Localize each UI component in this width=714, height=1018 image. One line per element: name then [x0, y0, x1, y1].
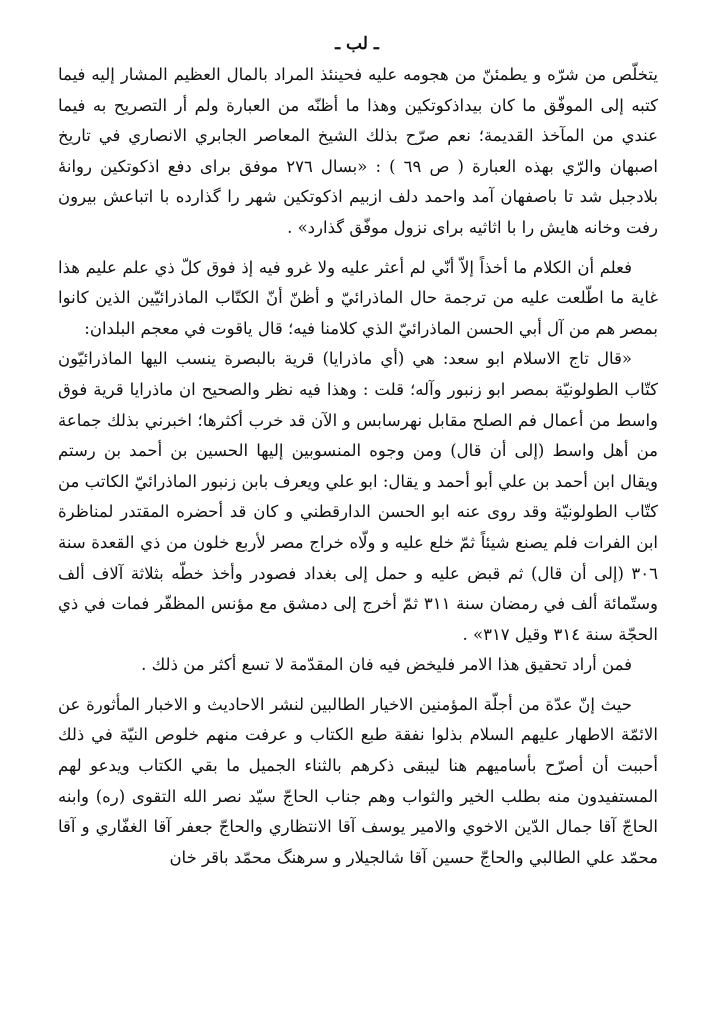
paragraph: حيث إنّ عدّة من أجلّة المؤمنين الاخيار الطالبين لنشر الاحاديث و الاخبار المأثورة عن الائمّة الاطهار عليهم السلام بذلوا نفقة طبع الكتاب و عرفت منهم خلوص النيّة في ذلك أحببت أن أصرّح بأساميهم هنا ليبقى ذكرهم بالثناء الجميل ما بقي الكتاب ويدعو لهم المستفيدون منه بطلب الخير والثواب وهم جناب الحاجّ سيّد نصر الله التقوى (ره) وابنه الحاجّ آقا جمال الدّين الاخوي والامير يوسف آقا الانتظاري والحاجّ جعفر آقا الغفّاري و آقا محمّد علي الطالبي والحاجّ حسين آقا شالجيلار و سرهنگ محمّد باقر خان	[58, 694, 658, 867]
paragraph: فمن أراد تحقيق هذا الامر فليخض فيه فان المقدّمة لا تسع أكثر من ذلك .	[141, 655, 632, 675]
paragraph: فعلم أن الكلام ما أخذاً إلاّ أنّي لم أعثر عليه ولا غرو فيه إذ فوق كلّ ذي علم عليم هذا غاية ما اطّلعت عليه من ترجمة حال الماذرائيّ و أظنّ أنّ الكتّاب الماذرائيّين الذين كانوا بمصر هم من آل أبي الحسن الماذرائيّ الذي كلامنا فيه؛ قال ياقوت في معجم البلدان:	[58, 257, 658, 338]
paragraph: يتخلّص من شرّه و يطمئنّ من هجومه عليه فحينئذ المراد بالمال العظيم المشار إليه فيما كتبه إلى الموفّق ما كان بيداذكوتكين وهذا ما أظنّه من العبارة ولم أر التصريح به فيما عندي من المآخذ القديمة؛ نعم صرّح بذلك الشيخ المعاصر الجابري الانصاري في تاريخ اصبهان والرّي بهذه العبارة ( ص ٦٩ ) : «بسال ٢٧٦ موفق براى دفع اذكوتكين روانهٔ بلادجبل شد تا باصفهان آمد واحمد دلف ازبيم اذكوتكين شهر را گذارده با اتباعش بيرون رفت وخانه هايش را با اثاثيه براى نزول موفّق گذارد» .	[58, 65, 658, 237]
page-number: ـ لب ـ	[335, 34, 379, 54]
quotation-paragraph: «قال تاج الاسلام ابو سعد: هي (أي ماذرايا) قرية بالبصرة ينسب اليها الماذرائيّون كتّاب الطولونيّة بمصر ابو زنبور وآله؛ قلت : وهذا فيه نظر والصحيح ان ماذرايا قرية فوق واسط من أعمال فم الصلح مقابل نهرسابس و الآن قد خرب أكثرها؛ اخبرني بذلك جماعة من أهل واسط (إلى أن قال) ومن وجوه المنسوبين إليها الحسين بن أحمد بن رستم ويقال ابن أحمد بن علي أبو أحمد و يقال: ابو علي ويعرف بابن زنبور الماذرائيّ الكاتب من كتّاب الطولونيّة وقد روى عنه ابو الحسن الدارقطني و كان قد أحضره المقتدر لمناظرة ابن الفرات فلم يصنع شيئاً ثمّ خلع عليه و ولّاه خراج مصر لأربع خلون من ذي القعدة سنة ٣٠٦ (إلى أن قال) ثم قبض عليه و حمل إلى بغداد فصودر وأخذ خطّه بثلاثة آلاف ألف وستّمائة ألف في رمضان سنة ٣١١ ثمّ أخرج إلى دمشق مع مؤنس المظفّر فمات في ذي الحجّة سنة ٣١٤ وقيل ٣١٧» .	[58, 349, 658, 644]
page-body	[58, 60, 658, 873]
